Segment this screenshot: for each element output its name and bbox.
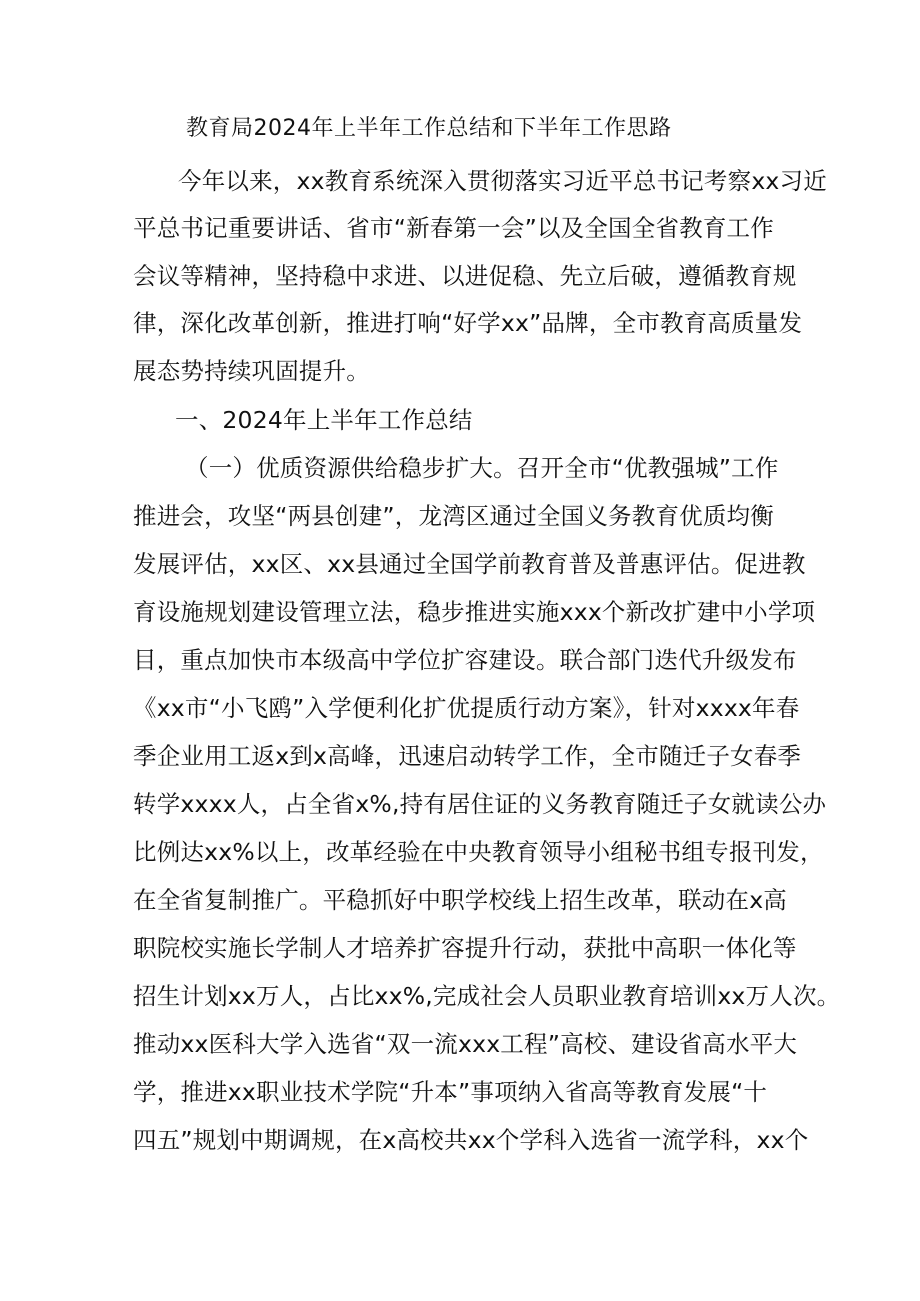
section-line: 发展评估，xx区、xx县通过全国学前教育普及普惠评估。促进教 [133,550,806,578]
section-line: 《xx市“小飞鸥”入学便利化扩优提质行动方案》，针对xxxx年春 [133,694,800,722]
intro-line: 律，深化改革创新，推进打响“好学xx”品牌，全市教育高质量发 [133,309,803,337]
intro-line: 会议等精神，坚持稳中求进、以进促稳、先立后破，遵循教育规 [133,262,797,290]
section-line: （一）优质资源供给稳步扩大。召开全市“优教强城”工作 [185,454,779,482]
section-line: 四五”规划中期调规，在x高校共xx个学科入选省一流学科，xx个 [133,1126,809,1154]
intro-line: 今年以来，xx教育系统深入贯彻落实习近平总书记考察xx习近 [178,167,827,195]
section-heading: 一、2024年上半年工作总结 [175,406,473,434]
section-line: 比例达xx%以上，改革经验在中央教育领导小组秘书组专报刊发， [133,838,824,866]
intro-line: 平总书记重要讲话、省市“新春第一会”以及全国全省教育工作 [133,214,774,242]
section-line: 转学xxxx人，占全省x%,持有居住证的义务教育随迁子女就读公办 [133,790,827,818]
section-line: 育设施规划建设管理立法，稳步推进实施xxx个新改扩建中小学项 [133,598,816,626]
section-line: 目，重点加快市本级高中学位扩容建设。联合部门迭代升级发布 [133,646,797,674]
section-line: 招生计划xx万人，占比xx%,完成社会人员职业教育培训xx万人次。 [133,982,841,1010]
section-line: 职院校实施长学制人才培养扩容提升行动，获批中高职一体化等 [133,934,797,962]
section-line: 推动xx医科大学入选省“双一流xxx工程”高校、建设省高水平大 [133,1030,798,1058]
intro-line: 展态势持续巩固提升。 [133,357,370,385]
section-line: 季企业用工返x到x高峰，迅速启动转学工作，全市随迁子女春季 [133,742,802,770]
section-line: 学，推进xx职业技术学院“升本”事项纳入省高等教育发展“十 [133,1078,768,1106]
section-line: 推进会，攻坚“两县创建”，龙湾区通过全国义务教育优质均衡 [133,502,774,530]
section-line: 在全省复制推广。平稳抓好中职学校线上招生改革，联动在x高 [133,886,788,914]
document-title: 教育局2024年上半年工作总结和下半年工作思路 [186,116,672,141]
